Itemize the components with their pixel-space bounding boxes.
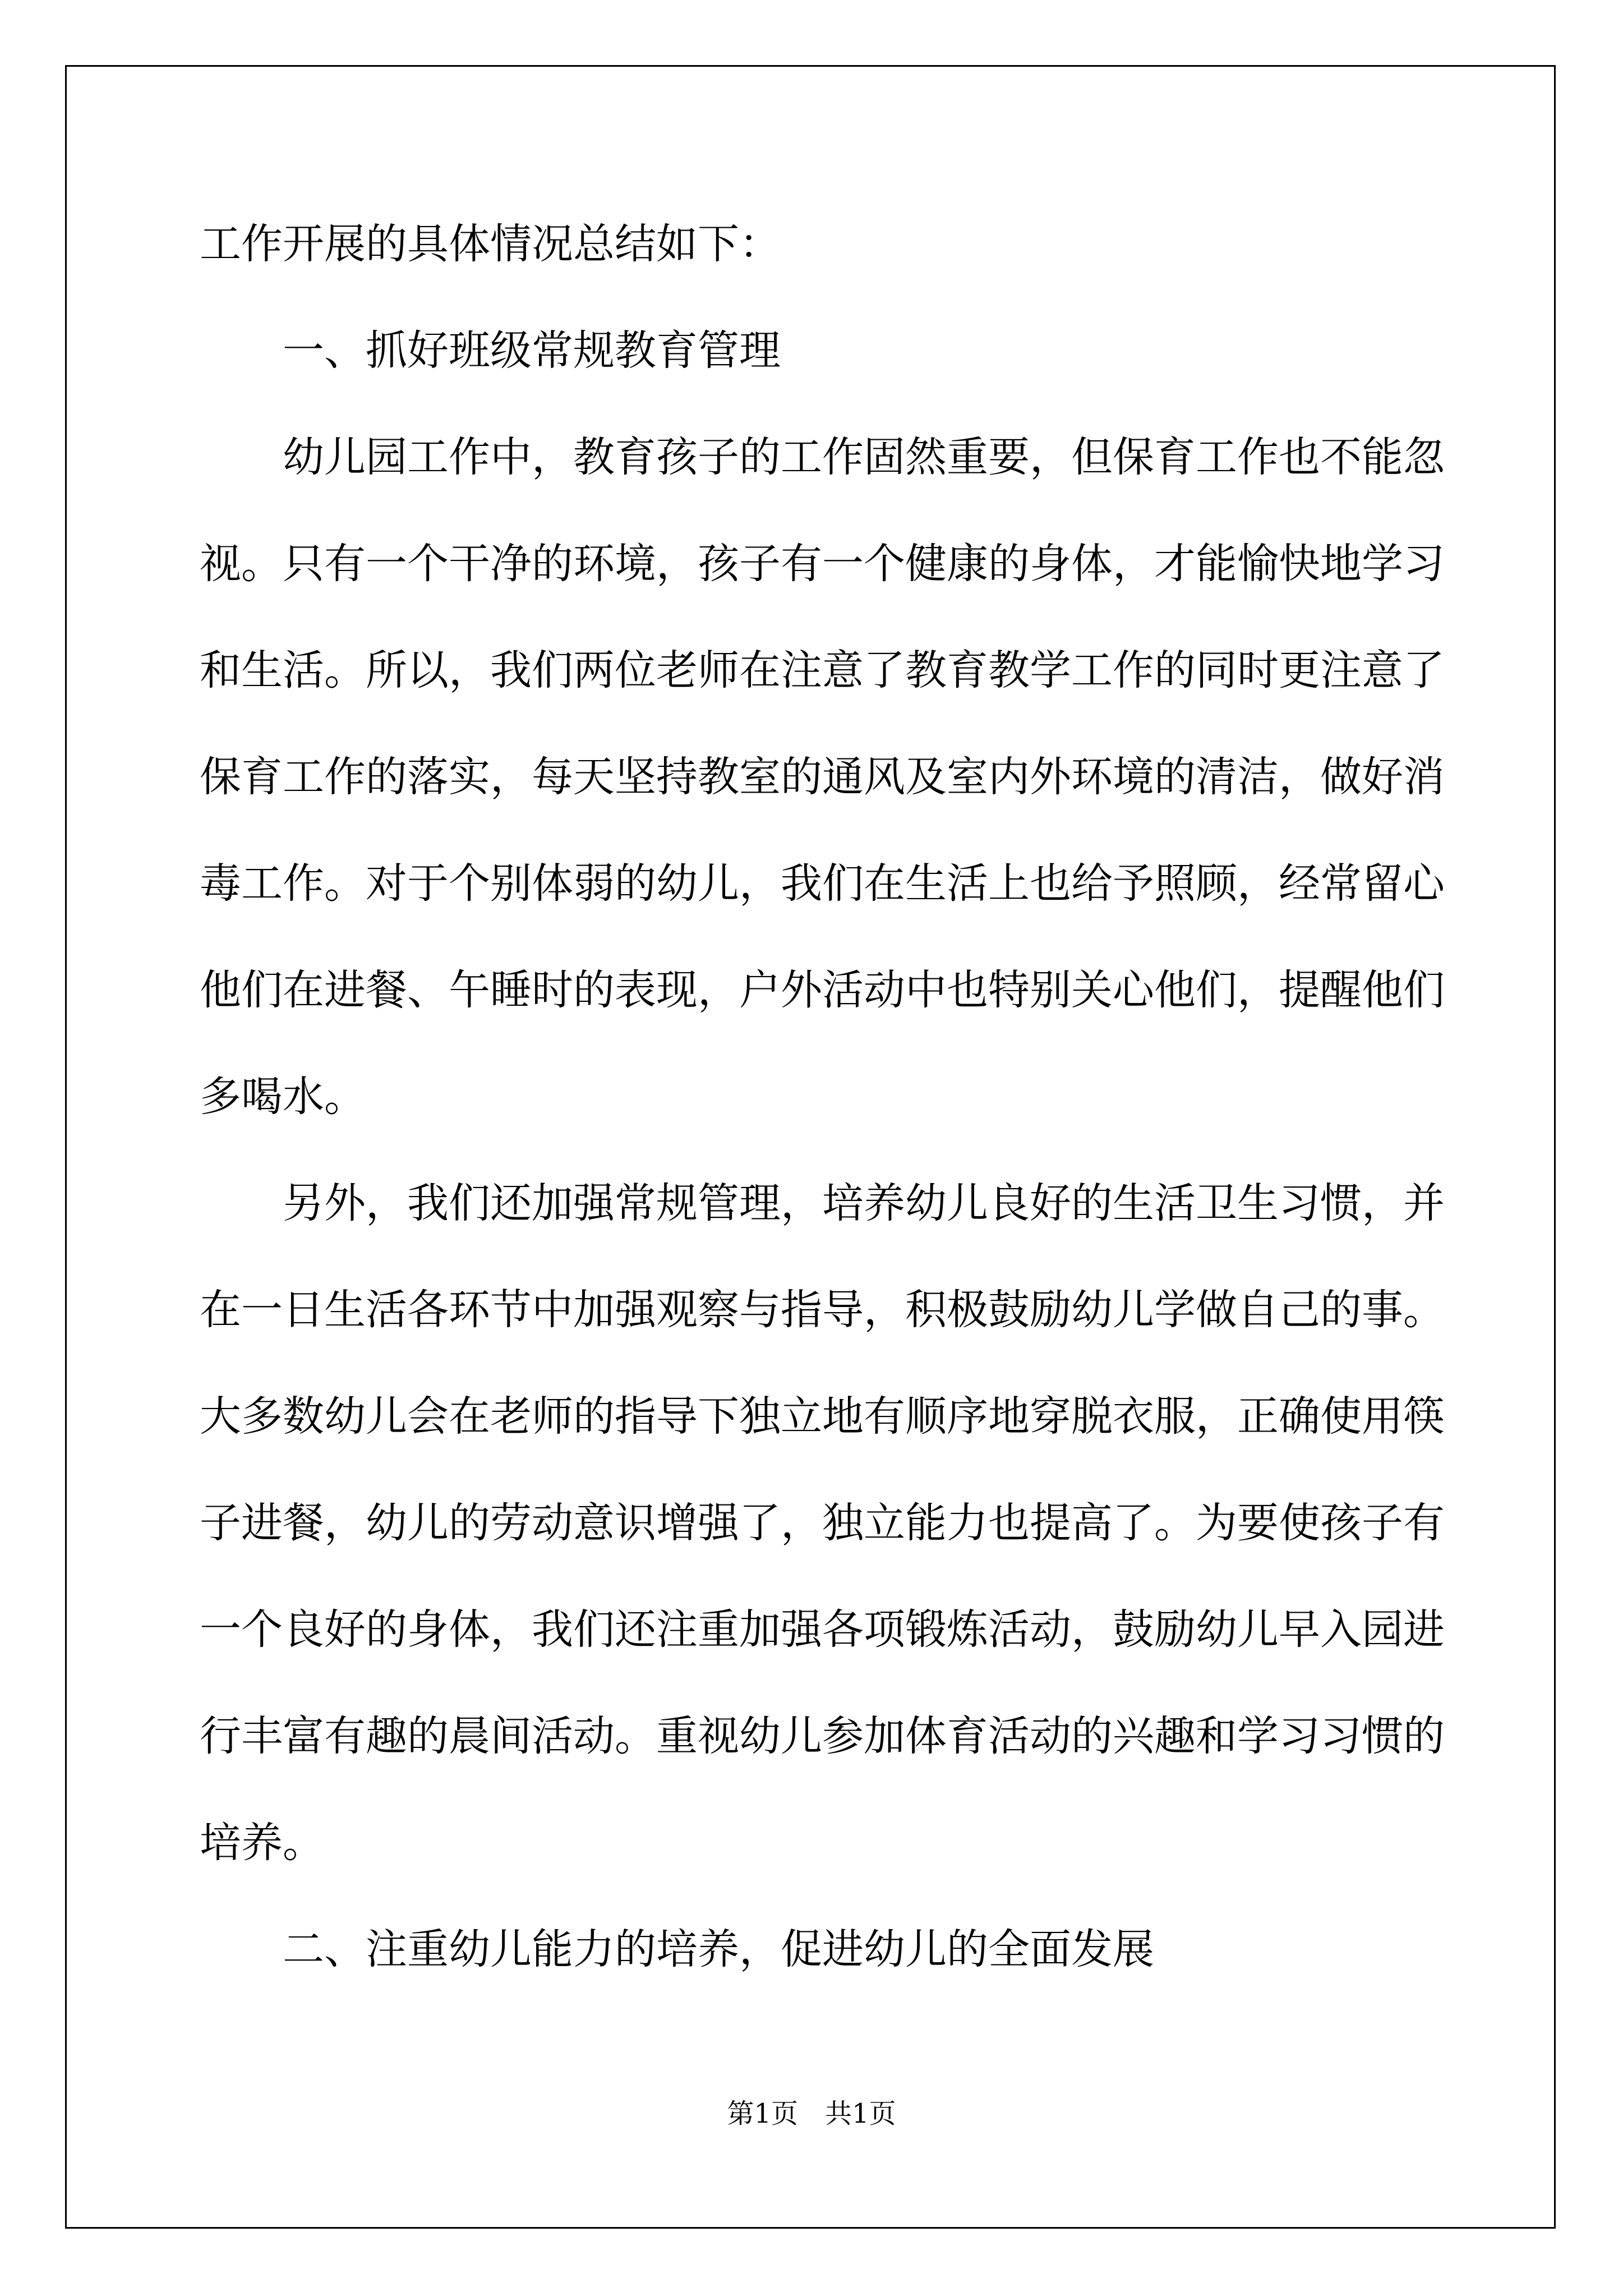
page-border <box>65 65 1556 2229</box>
section-heading-1: 一、抓好班级常规教育管理 <box>283 326 781 375</box>
paragraph-line: 保育工作的落实，每天坚持教室的通风及室内外环境的清洁，做好消 <box>200 753 1445 801</box>
paragraph-line: 他们在进餐、午睡时的表现，户外活动中也特别关心他们，提醒他们 <box>200 966 1445 1014</box>
paragraph-line: 幼儿园工作中，教育孩子的工作固然重要，但保育工作也不能忽 <box>283 433 1445 481</box>
paragraph-line: 大多数幼儿会在老师的指导下独立地有顺序地穿脱衣服，正确使用筷 <box>200 1392 1445 1441</box>
paragraph-line: 视。只有一个干净的环境，孩子有一个健康的身体，才能愉快地学习 <box>200 540 1445 588</box>
section-heading-2: 二、注重幼儿能力的培养，促进幼儿的全面发展 <box>283 1925 1154 1973</box>
page-number-footer: 第1页 共1页 <box>727 2098 896 2129</box>
paragraph-line: 和生活。所以，我们两位老师在注意了教育教学工作的同时更注意了 <box>200 646 1445 694</box>
paragraph-line: 一个良好的身体，我们还注重加强各项锻炼活动，鼓励幼儿早入园进 <box>200 1605 1445 1654</box>
paragraph-line: 行丰富有趣的晨间活动。重视幼儿参加体育活动的兴趣和学习习惯的 <box>200 1712 1445 1760</box>
paragraph-line: 培养。 <box>200 1819 324 1867</box>
text-line-intro: 工作开展的具体情况总结如下： <box>200 220 781 268</box>
paragraph-line: 毒工作。对于个别体弱的幼儿，我们在生活上也给予照顾，经常留心 <box>200 859 1445 908</box>
paragraph-line: 另外，我们还加强常规管理，培养幼儿良好的生活卫生习惯，并 <box>283 1179 1445 1227</box>
paragraph-line: 多喝水。 <box>200 1073 366 1121</box>
paragraph-line: 在一日生活各环节中加强观察与指导，积极鼓励幼儿学做自己的事。 <box>200 1286 1445 1334</box>
paragraph-line: 子进餐，幼儿的劳动意识增强了，独立能力也提高了。为要使孩子有 <box>200 1499 1445 1547</box>
